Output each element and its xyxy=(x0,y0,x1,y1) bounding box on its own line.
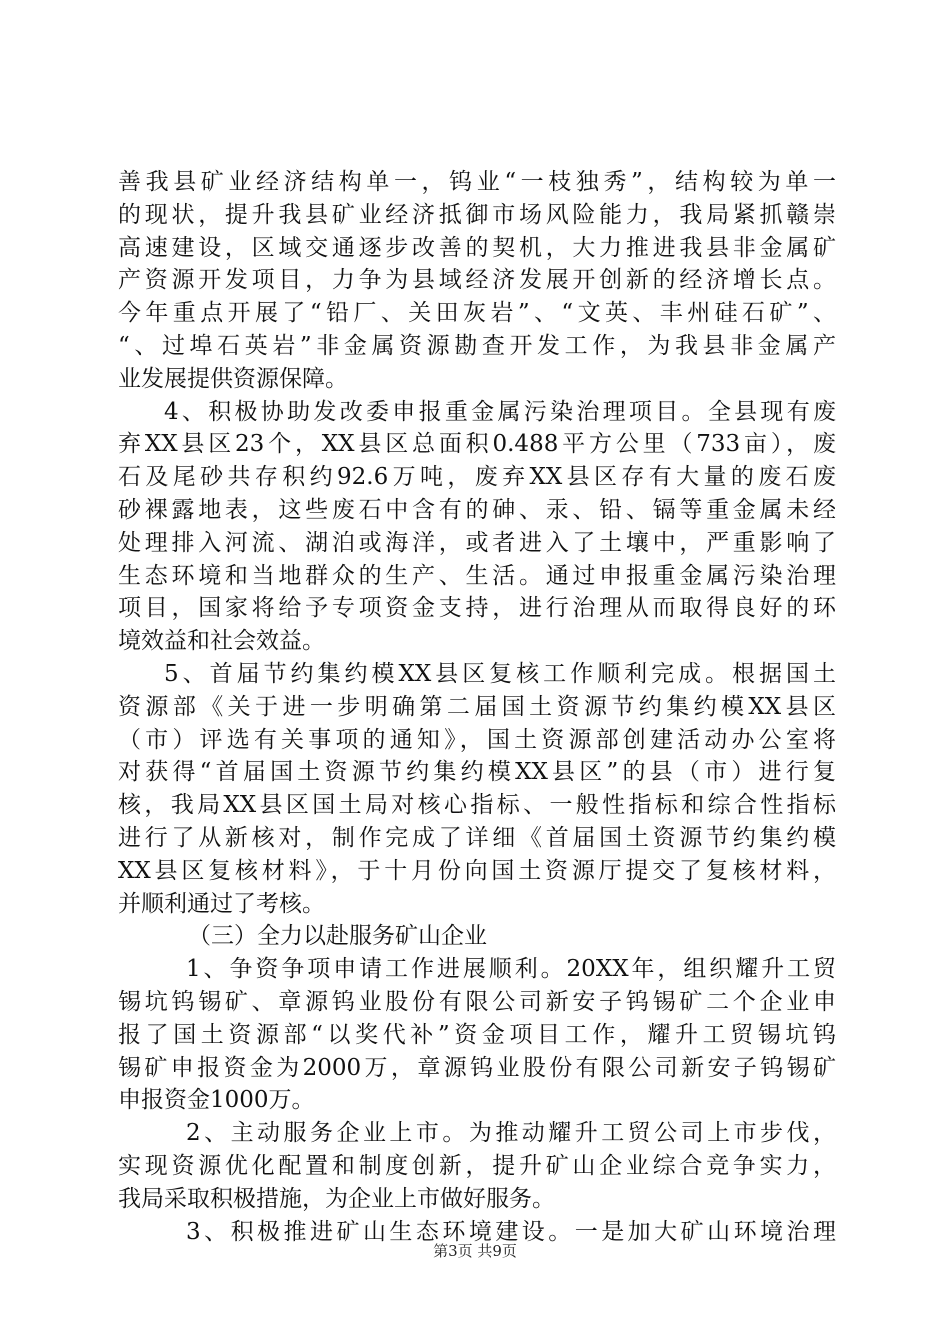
paragraph-start-line: 4、积极协助发改委申报重金属污染治理项目。全县现有废 xyxy=(164,398,836,425)
body-line: 产资源开发项目，力争为县域经济发展开创新的经济增长点。 xyxy=(118,267,836,294)
paragraph-start-line: 5、首届节约集约模XX县区复核工作顺利完成。根据国土 xyxy=(164,660,836,687)
body-line: 进行了从新核对，制作完成了详细《首届国土资源节约集约模 xyxy=(118,824,836,851)
body-line: 项目，国家将给予专项资金支持，进行治理从而取得良好的环 xyxy=(118,595,836,622)
body-line: 并顺利通过了考核。 xyxy=(118,890,325,917)
body-line: 善我县矿业经济结构单一，钨业“一枝独秀”，结构较为单一 xyxy=(118,169,836,195)
document-body xyxy=(118,166,836,1248)
body-line: 锡矿申报资金为2000万，章源钨业股份有限公司新安子钨锡矿 xyxy=(118,1054,836,1081)
body-line: 石及尾砂共存积约92.6万吨，废弃XX县区存有大量的废石废 xyxy=(118,464,836,491)
paragraph-start-line: 1、争资争项申请工作进展顺利。20XX年，组织耀升工贸 xyxy=(186,956,836,983)
body-line: 弃XX县区23个，XX县区总面积0.488平方公里（733亩），废 xyxy=(118,431,836,458)
body-line: 高速建设，区域交通逐步改善的契机，大力推进我县非金属矿 xyxy=(118,234,836,261)
body-line: 申报资金1000万。 xyxy=(118,1087,315,1114)
body-line: 资源部《关于进一步明确第二届国土资源节约集约模XX县区 xyxy=(118,693,836,720)
body-line: 砂裸露地表，这些废石中含有的砷、汞、铅、镉等重金属未经 xyxy=(118,496,836,523)
body-line: 锡坑钨锡矿、章源钨业股份有限公司新安子钨锡矿二个企业申 xyxy=(118,988,836,1015)
body-line: 我局采取积极措施，为企业上市做好服务。 xyxy=(118,1185,555,1212)
body-line: 境效益和社会效益。 xyxy=(118,628,325,655)
body-line: 对获得“首届国土资源节约集约模XX县区”的县（市）进行复 xyxy=(118,759,836,786)
body-line: 实现资源优化配置和制度创新，提升矿山企业综合竞争实力， xyxy=(118,1152,836,1179)
body-line: 核，我局XX县区国土局对核心指标、一般性指标和综合性指标 xyxy=(118,792,836,819)
body-line: “、过埠石英岩”非金属资源勘查开发工作，为我县非金属产 xyxy=(118,332,836,359)
body-line: XX县区复核材料》，于十月份向国土资源厅提交了复核材料， xyxy=(118,857,836,884)
paragraph-start-line: 3、积极推进矿山生态环境建设。一是加大矿山环境治理 xyxy=(186,1218,836,1245)
body-line: （市）评选有关事项的通知》，国土资源部创建活动办公室将 xyxy=(118,726,836,753)
paragraph-start-line: 2、主动服务企业上市。为推动耀升工贸公司上市步伐， xyxy=(186,1120,836,1147)
body-line: 的现状，提升我县矿业经济抵御市场风险能力，我局紧抓赣崇 xyxy=(118,201,836,228)
body-line: 业发展提供资源保障。 xyxy=(118,365,348,392)
body-line: 处理排入河流、湖泊或海洋，或者进入了土壤中，严重影响了 xyxy=(118,529,836,556)
body-line: 今年重点开展了“铅厂、关田灰岩”、“文英、丰州硅石矿”、 xyxy=(118,300,836,327)
section-heading: （三）全力以赴服务矿山企业 xyxy=(188,923,487,950)
body-line: 报了国土资源部“以奖代补”资金项目工作，耀升工贸锡坑钨 xyxy=(118,1021,836,1048)
page-number-footer: 第3页 共9页 xyxy=(433,1242,517,1260)
body-line: 生态环境和当地群众的生产、生活。通过申报重金属污染治理 xyxy=(118,562,836,589)
